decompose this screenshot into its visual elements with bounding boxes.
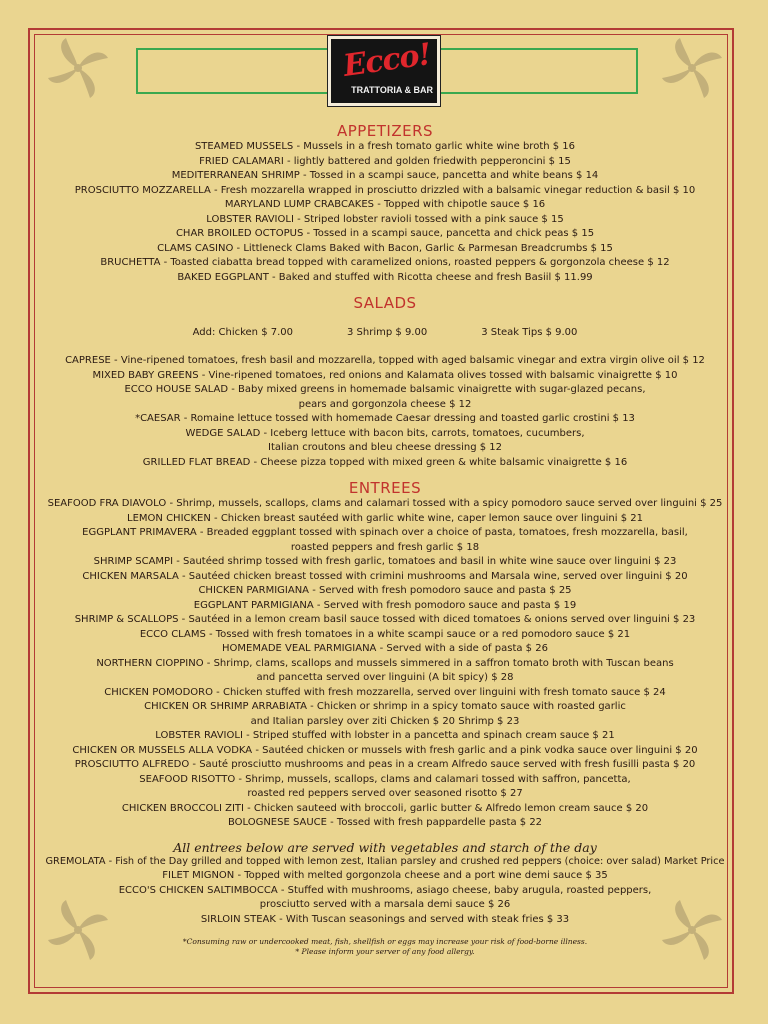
salads-list (40, 354, 730, 470)
salads-heading: SALADS (353, 294, 417, 312)
menu-item: NORTHERN CIOPPINO - Shrimp, clams, scallops and mussels simmered in a saffron tomato broth with Tuscan beans (96, 657, 674, 669)
menu-item: GRILLED FLAT BREAD - Cheese pizza topped with mixed green & white balsamic vinaigrette $ 16 (142, 456, 628, 468)
menu-item: LOBSTER RAVIOLI - Striped lobster ravioli tossed with a pink sauce $ 15 (206, 213, 564, 225)
menu-item: LEMON CHICKEN - Chicken breast sautéed with garlic white wine, caper lemon sauce over linguini $ 21 (127, 512, 643, 524)
flourish-ornament-icon (656, 32, 728, 104)
menu-item: PROSCIUTTO ALFREDO - Sauté prosciutto mushrooms and peas in a cream Alfredo sauce served with fresh fusilli pasta $ 20 (74, 759, 696, 770)
logo-subtitle: TRATTORIA & BAR (351, 85, 433, 95)
menu-item: LOBSTER RAVIOLI - Striped stuffed with lobster in a pancetta and spinach cream sauce $ 21 (155, 730, 615, 741)
menu-item: STEAMED MUSSELS - Mussels in a fresh tomato garlic white wine broth $ 16 (194, 141, 576, 152)
menu-item: roasted red peppers served over seasoned risotto $ 27 (247, 788, 523, 799)
addon-steak: 3 Steak Tips $ 9.00 (481, 327, 578, 338)
restaurant-logo (328, 36, 440, 106)
menu-item: Italian croutons and bleu cheese dressing $ 12 (268, 442, 502, 453)
menu-item: HOMEMADE VEAL PARMIGIANA - Served with a side of pasta $ 26 (222, 643, 548, 654)
menu-item: WEDGE SALAD - Iceberg lettuce with bacon bits, carrots, tomatoes, cucumbers, (185, 427, 585, 439)
menu-item: *CAESAR - Romaine lettuce tossed with homemade Caesar dressing and toasted garlic crostini $ 13 (135, 413, 635, 424)
menu-item: SIRLOIN STEAK - With Tuscan seasonings and served with steak fries $ 33 (200, 913, 570, 925)
menu-item: EGGPLANT PRIMAVERA - Breaded eggplant tossed with spinach over a choice of pasta, tomatoes, fresh mozzarella, basil, (82, 527, 688, 538)
menu-item: CHICKEN MARSALA - Sautéed chicken breast tossed with crimini mushrooms and Marsala wine, served over linguini $ 20 (82, 570, 688, 582)
salad-addons (40, 327, 730, 338)
logo-script: Ecco! (341, 37, 433, 84)
menu-item: PROSCIUTTO MOZZARELLA - Fresh mozzarella wrapped in prosciutto drizzled with a balsamic vinegar reduction & basil $ 10 (74, 184, 696, 196)
menu-item: BAKED EGGPLANT - Baked and stuffed with Ricotta cheese and fresh Basiil $ 11.99 (177, 271, 593, 283)
menu-item: ECCO HOUSE SALAD - Baby mixed greens in homemade balsamic vinaigrette with sugar-glazed pecans, (124, 384, 646, 395)
entrees-heading: ENTREES (348, 479, 422, 497)
footer-warning: *Consuming raw or undercooked meat, fish, shellfish or eggs may increase your risk of food-borne illness. (182, 937, 588, 946)
menu-item: ECCO'S CHICKEN SALTIMBOCCA - Stuffed with mushrooms, asiago cheese, baby arugula, roasted peppers, (118, 884, 652, 896)
menu-item: CHICKEN OR SHRIMP ARRABIATA - Chicken or shrimp in a spicy tomato sauce with roasted garlic (144, 701, 626, 712)
menu-item: SEAFOOD RISOTTO - Shrimp, mussels, scallops, clams and calamari tossed with saffron, pancetta, (139, 773, 631, 785)
menu-item: FILET MIGNON - Topped with melted gorgonzola cheese and a port wine demi sauce $ 35 (162, 870, 608, 881)
menu-item: GREMOLATA - Fish of the Day grilled and topped with lemon zest, Italian parsley and crushed red peppers (choice: over salad) Market Price (45, 855, 725, 867)
menu-item: CHICKEN POMODORO - Chicken stuffed with fresh mozzarella, served over linguini with fresh tomato sauce $ 24 (104, 686, 666, 698)
menu-item: CHICKEN OR MUSSELS ALLA VODKA - Sautéed chicken or mussels with fresh garlic and a pink vodka sauce over linguini $ 20 (72, 744, 698, 756)
menu-item: SHRIMP SCAMPI - Sautéed shrimp tossed with fresh garlic, tomatoes and basil in white wine sauce over linguini $ 23 (93, 556, 677, 567)
appetizers-list (40, 140, 730, 285)
menu-item: MIXED BABY GREENS - Vine-ripened tomatoes, red onions and Kalamata olives tossed with balsamic vinaigrette $ 10 (92, 369, 678, 381)
menu-item: and Italian parsley over ziti Chicken $ 20 Shrimp $ 23 (250, 715, 520, 727)
menu-item: SEAFOOD FRA DIAVOLO - Shrimp, mussels, scallops, clams and calamari tossed with a spicy pomodoro sauce served over linguini $ 25 (47, 498, 723, 509)
specials-note: All entrees below are served with vegetables and starch of the day (173, 839, 597, 855)
addon-chicken: Add: Chicken $ 7.00 (192, 327, 294, 338)
menu-item: EGGPLANT PARMIGIANA - Served with fresh pomodoro sauce and pasta $ 19 (193, 599, 577, 611)
menu-item: prosciutto served with a marsala demi sauce $ 26 (259, 899, 511, 910)
menu-item: CAPRESE - Vine-ripened tomatoes, fresh basil and mozzarella, topped with aged balsamic vinegar and extra virgin olive oil $ 12 (65, 355, 705, 366)
menu-item: MEDITERRANEAN SHRIMP - Tossed in a scampi sauce, pancetta and white beans $ 14 (171, 170, 599, 181)
appetizers-heading: APPETIZERS (336, 122, 434, 140)
menu-item: SHRIMP & SCALLOPS - Sautéed in a lemon cream basil sauce tossed with diced tomatoes & onions served over linguini $ 23 (74, 614, 696, 625)
menu-item: CLAMS CASINO - Littleneck Clams Baked with Bacon, Garlic & Parmesan Breadcrumbs $ 15 (157, 242, 613, 254)
menu-content (40, 118, 730, 957)
flourish-ornament-icon (42, 32, 114, 104)
specials-list (40, 855, 730, 928)
menu-item: ECCO CLAMS - Tossed with fresh tomatoes in a white scampi sauce or a red pomodoro sauce $ 21 (139, 628, 631, 640)
entrees-list (40, 497, 730, 831)
menu-item: BRUCHETTA - Toasted ciabatta bread topped with caramelized onions, roasted peppers & gorgonzola cheese $ 12 (100, 257, 670, 268)
menu-item: BOLOGNESE SAUCE - Tossed with fresh pappardelle pasta $ 22 (227, 817, 543, 828)
menu-item: roasted peppers and fresh garlic $ 18 (290, 541, 480, 553)
menu-item: CHICKEN PARMIGIANA - Served with fresh pomodoro sauce and pasta $ 25 (198, 585, 572, 596)
menu-item: pears and gorgonzola cheese $ 12 (298, 398, 472, 410)
footer-allergy: * Please inform your server of any food allergy. (295, 947, 475, 956)
menu-item: CHICKEN BROCCOLI ZITI - Chicken sauteed with broccoli, garlic butter & Alfredo lemon cream sauce $ 20 (121, 802, 649, 814)
menu-item: CHAR BROILED OCTOPUS - Tossed in a scampi sauce, pancetta and chick peas $ 15 (175, 228, 595, 239)
menu-item: MARYLAND LUMP CRABCAKES - Topped with chipotle sauce $ 16 (224, 199, 546, 210)
addon-shrimp: 3 Shrimp $ 9.00 (347, 327, 428, 338)
menu-item: FRIED CALAMARI - lightly battered and golden friedwith pepperoncini $ 15 (199, 155, 571, 167)
menu-item: and pancetta served over linguini (A bit spicy) $ 28 (256, 672, 514, 683)
